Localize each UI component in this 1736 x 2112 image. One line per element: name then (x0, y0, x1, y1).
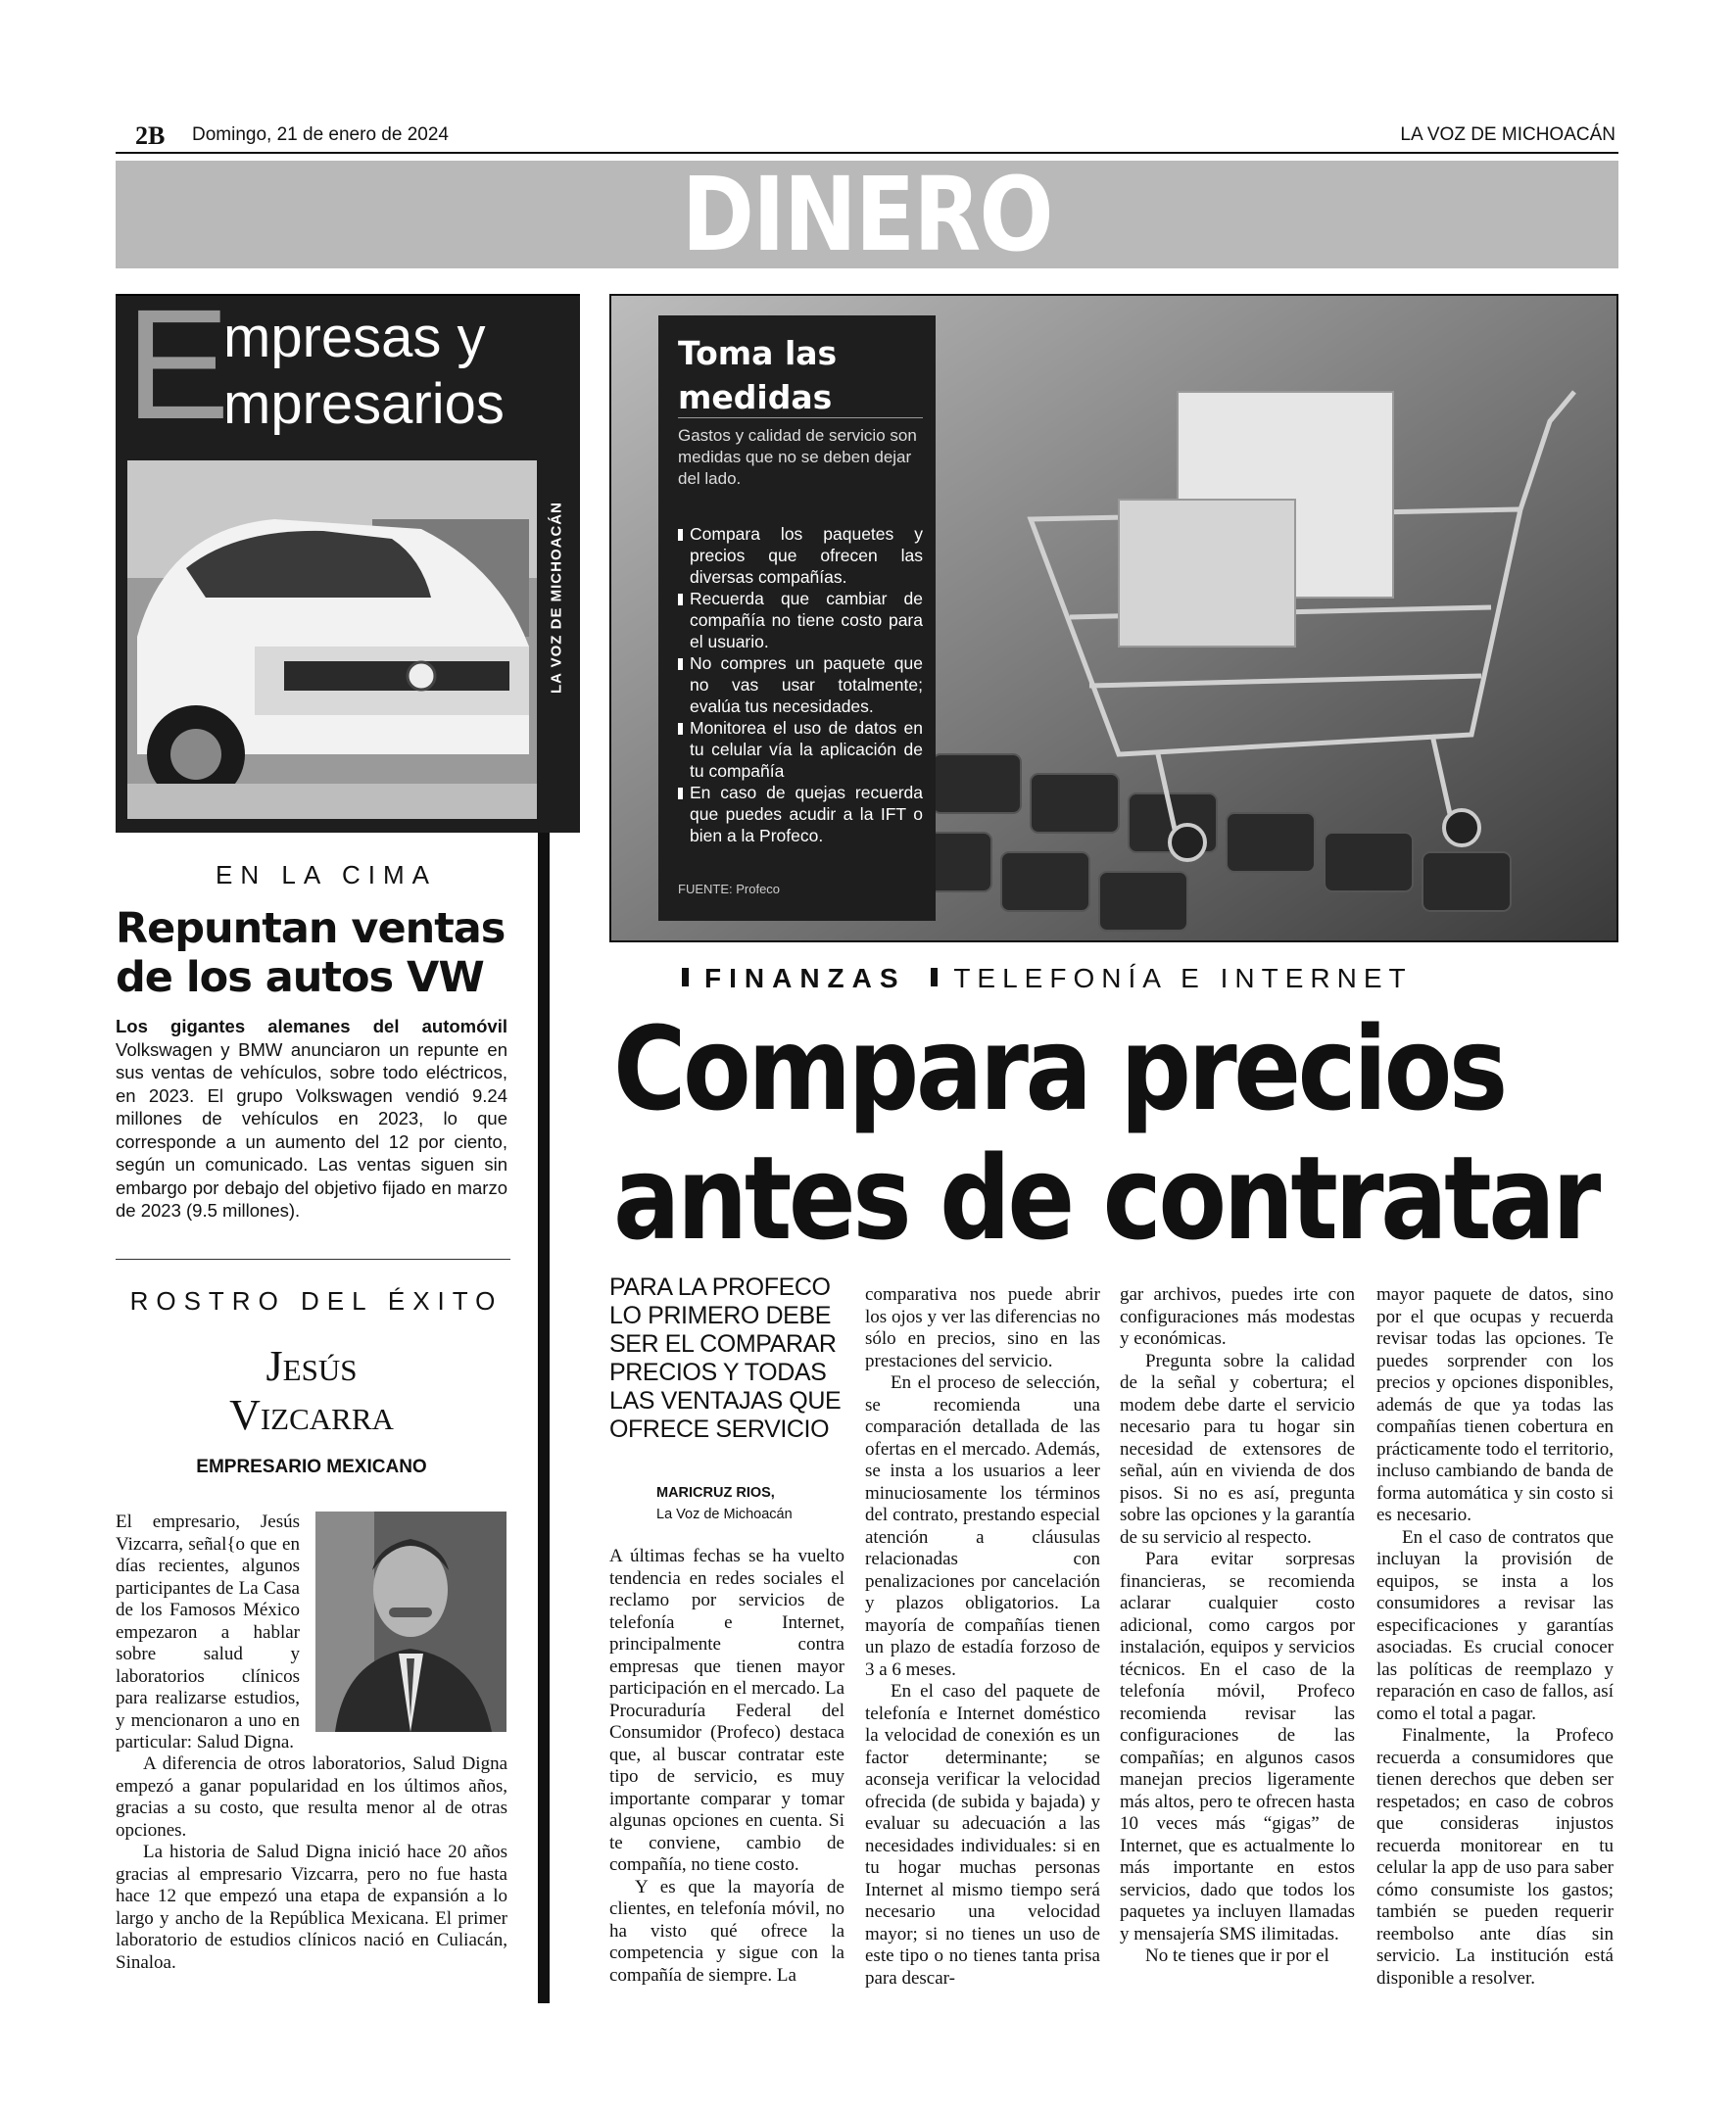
profile-paragraphs (116, 1753, 507, 1974)
tips-item: No compres un paquete que no vas usar totalmente; evalúa tus necesidades. (678, 652, 923, 717)
section-marker (682, 968, 689, 986)
profile-p1: El empresario, Jesús Vizcarra, señal{o que en días recientes, algunos participantes de La Casa de los Famosos México empezaron a hablar sobre salud y laboratorios clínicos para realizarse estudios, y mencionaron a uno en particular: Salud Digna. (116, 1512, 300, 1752)
profile-role: EMPRESARIO MEXICANO (196, 1457, 427, 1477)
profile-portrait (315, 1512, 506, 1732)
profile-name (116, 1342, 507, 1440)
tips-item: Recuerda que cambiar de compañía no tiene costo para el usuario. (678, 588, 923, 652)
column-title-box (116, 276, 580, 462)
profile-name-line2: Vizcarra (229, 1391, 394, 1439)
vw-text: Volkswagen y BMW anunciaron un repunte en sus ventas de vehículos, sobre todo eléctricos, en 2023. El grupo Volkswagen vendió 9.24 millones de vehículos en 2023, lo que corresponde a un aumento del 12 por ciento, según un comunicado. Las ventas siguen sin embargo por debajo del objetivo fijado en marzo de 2023 (9.5 millones). (116, 1038, 507, 1221)
article-headline (613, 1001, 1598, 1266)
article-paragraph: gar archivos, puedes irte con configuraciones más modestas y económicas. (1120, 1284, 1355, 1349)
article-paragraph: comparativa nos puede abrir los ojos y ver las diferencias no sólo en precios, sino en las prestaciones del servicio. (865, 1284, 1100, 1371)
article-paragraph: Pregunta sobre la calidad de la señal y cobertura; el modem debe darte el servicio necesario para tu hogar sin necesidad de extensores de señal, aún en vivienda de dos pisos. Si no es así, pregunta sobre las opciones y la garantía de su servicio al respecto. (1120, 1350, 1355, 1548)
section-finanzas: FINANZAS (704, 963, 906, 993)
tips-source: FUENTE: Profeco (678, 882, 781, 896)
car-photo (116, 460, 580, 833)
photo-credit-vertical (537, 470, 576, 725)
article-paragraph: En el proceso de selección, se recomienda una comparación detallada de las ofertas en el mercado. Además, se insta a los usuarios a leer minuciosamente los términos del contrato, prestando especial atención a cláusulas relacionadas con penalizaciones por cancelación y plazos obligatorios. La mayoría de compañías tienen un plazo de estadía forzoso de 3 a 6 meses. (865, 1372, 1100, 1680)
article-paragraph: Finalmente, la Profeco recuerda a consumidores que tienen derechos que deben ser respetados; en caso de cobros que consideras injustos recuerda monitorear en tu celular la app de uso para saber cómo consumiste los gastos; también se pueden requerir reembolso ante días sin servicio. La institución está disponible a resolver. (1376, 1725, 1614, 1989)
article-author: MARICRUZ RIOS, (656, 1485, 775, 1501)
article-column-1 (609, 1546, 844, 1987)
profile-p3: La historia de Salud Digna inició hace 20 años gracias al empresario Vizcarra, pero no fue hasta hace 12 que empezó una etapa de expansión a lo largo y ancho de la República Mexicana. El primer laboratorio de estudios clínicos nació en Culiacán, Sinaloa. (116, 1842, 507, 1973)
tips-item: Monitorea el uso de datos en tu celular vía la aplicación de tu compañía (678, 717, 923, 782)
article-paragraph: A últimas fechas se ha vuelto tendencia en redes sociales el reclamo por servicios de telefonía e Internet, principalmente contra empresas que tienen mayor participación en el mercado. La Procuraduría Federal del Consumidor (Profeco) destaca que, al buscar contratar este tipo de servicio, es muy importante comparar y tomar algunas opciones en cuenta. Si te conviene, cambio de compañía, no tiene costo. (609, 1546, 845, 1875)
article-column-3 (1120, 1284, 1355, 1968)
column-divider (538, 833, 550, 2003)
article-column-2 (865, 1284, 1100, 1990)
article-column-4 (1376, 1284, 1614, 1990)
article-paragraph: mayor paquete de datos, sino por el que ocupas y recuerda revisar todas las opciones. Te puedes sorprender con los precios y opciones disponibles, además de que ya todas las compañías tienen cobertura en prácticamente todo el territorio, incluso cambiando de banda de forma automática y sin costo si es necesario. (1376, 1284, 1614, 1525)
section-telefonia: TELEFONÍA E INTERNET (953, 963, 1413, 993)
tips-title: Toma las medidas (678, 334, 838, 416)
rostro-kicker: ROSTRO DEL ÉXITO (129, 1286, 504, 1316)
tips-item: En caso de quejas recuerda que puedes acudir a la IFT o bien a la Profeco. (678, 782, 923, 846)
suv-illustration (127, 460, 537, 819)
article-sections (682, 963, 1413, 994)
section-title: DINERO (681, 155, 1053, 274)
tips-item: Compara los paquetes y precios que ofrecen las diversas compañías. (678, 523, 923, 588)
portrait-illustration (315, 1512, 506, 1732)
issue-date: Domingo, 21 de enero de 2024 (192, 124, 449, 145)
profile-name-line1: Jesús (265, 1342, 358, 1390)
tips-divider (678, 417, 923, 418)
tips-box (658, 315, 936, 921)
profile-paragraph-1 (116, 1512, 300, 1754)
article-deck: PARA LA PROFECO LO PRIMERO DEBE SER EL COMPARAR PRECIOS Y TODAS LAS VENTAJAS QUE OFRECE SERVICIO (609, 1273, 842, 1443)
page-number: 2B (135, 121, 166, 150)
column-title-line1: mpresas y (223, 306, 486, 369)
left-divider (116, 1259, 510, 1260)
section-marker (931, 968, 938, 986)
column-title-line2: mpresarios (223, 372, 505, 436)
headline-line2: antes de contratar (613, 1130, 1598, 1266)
vw-lead: Los gigantes alemanes del automóvil (116, 1016, 507, 1036)
vw-body (116, 1015, 507, 1223)
tips-list (678, 523, 923, 846)
profile-p2: A diferencia de otros laboratorios, Salud Digna empezó a ganar popularidad en los últimos años, gracias a su costo, que resulta menor al de otras opciones. (116, 1753, 507, 1841)
vw-kicker: EN LA CIMA (216, 860, 437, 889)
vw-headline: Repuntan ventas de los autos VW (116, 904, 506, 1002)
header-rule (116, 152, 1618, 154)
article-outlet: La Voz de Michoacán (656, 1507, 793, 1522)
article-paragraph: En el caso de contratos que incluyan la provisión de equipos, se insta a los consumidores a revisar las especificaciones y garantías asociadas. Es crucial conocer las políticas de reemplazo y reparación en caso de fallos, así como el total a pagar. (1376, 1526, 1614, 1724)
headline-line1: Compara precios (613, 1001, 1505, 1136)
article-paragraph: En el caso del paquete de telefonía e Internet doméstico la velocidad de conexión es un factor determinante; se aconseja verificar la velocidad ofrecida (de subida y bajada) y evaluar su adecuación a las necesidades individuales: si en tu hogar muchas personas Internet al mismo tiempo será necesario una velocidad mayor; si no tienes un uso de este tipo o no tienes tanta prisa para descar- (865, 1681, 1100, 1989)
article-paragraph: Para evitar sorpresas financieras, se recomienda aclarar cualquier costo adicional, como cargos por instalación, equipos y servicios técnicos. En el caso de la telefonía móvil, Profeco recomienda revisar las configuraciones de las compañías; en algunos casos manejan precios ligeramente más altos, pero te ofrecen hasta 10 veces más “gigas” de Internet, que es actualmente lo más importante en estos servicios, dado que todos los paquetes ya incluyen llamadas y mensajería SMS ilimitadas. (1120, 1549, 1355, 1944)
tips-subtitle: Gastos y calidad de servicio son medidas que no se deben dejar del lado. (678, 426, 917, 488)
column-title-initial: E (125, 276, 230, 452)
article-paragraph: Y es que la mayoría de clientes, en telefonía móvil, no ha visto qué ofrece la competencia y sigue con la compañía de siempre. La (609, 1876, 844, 1986)
article-paragraph: No te tienes que ir por el (1145, 1945, 1329, 1966)
section-banner (116, 155, 1618, 274)
newspaper-name: LA VOZ DE MICHOACÁN (1400, 124, 1615, 145)
photo-credit: LA VOZ DE MICHOACÁN (548, 502, 565, 694)
